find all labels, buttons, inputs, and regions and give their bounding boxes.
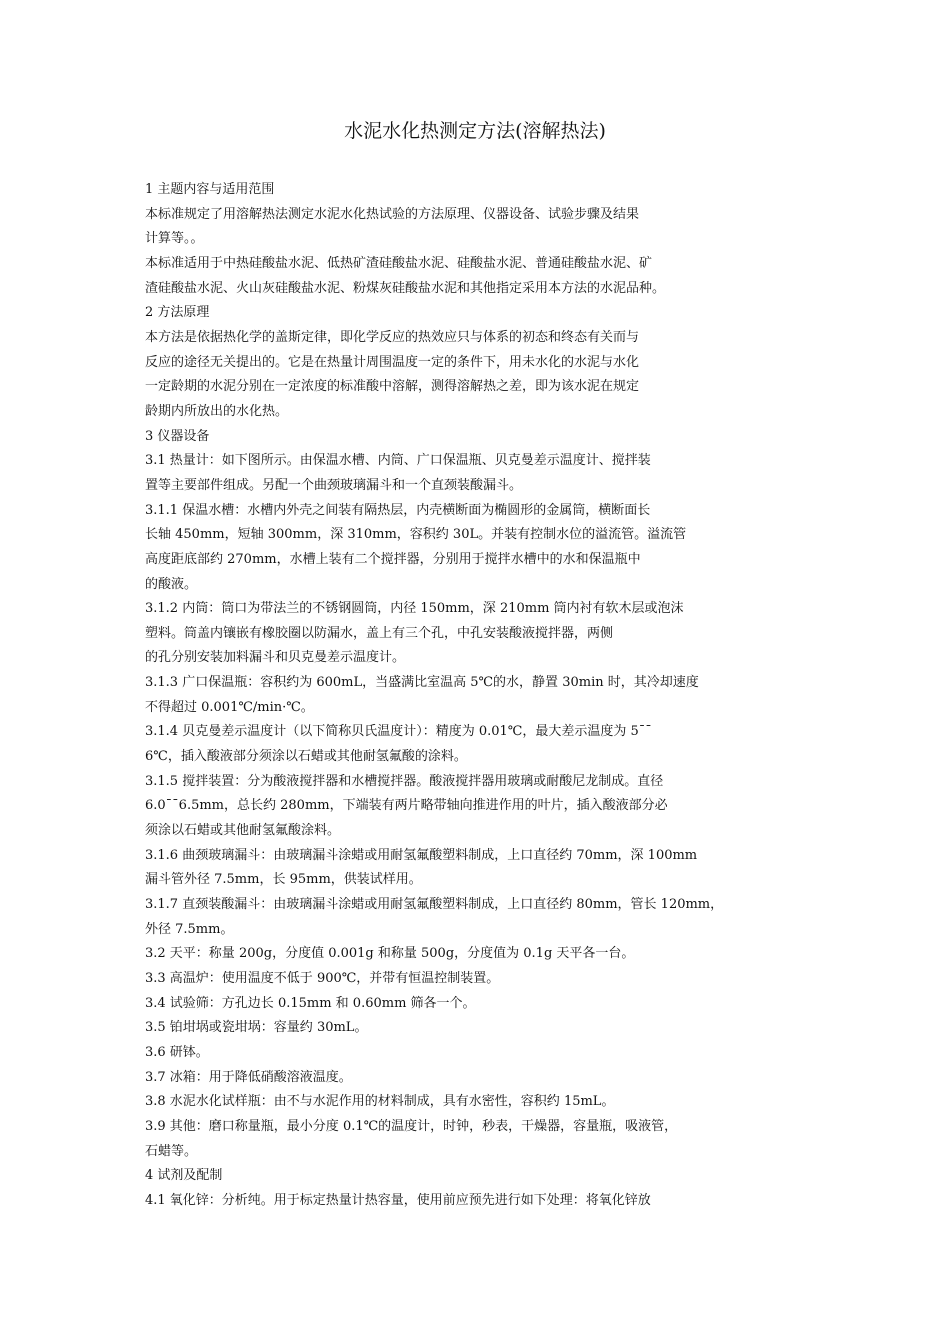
text-line: 3.1.5 搅拌装置：分为酸液搅拌器和水槽搅拌器。酸液搅拌器用玻璃或耐酸尼龙制成。直径 [145,773,664,789]
text-line: 3.1.1 保温水槽：水槽内外壳之间装有隔热层，内壳横断面为椭圆形的金属筒，横断面长 [145,502,651,518]
text-line: 1 主题内容与适用范围 [145,182,275,197]
text-line: 2 方法原理 [145,305,210,321]
text-line: 长轴 450mm，短轴 300mm，深 310mm，容积约 30L。并装有控制水位的溢流管。溢流管 [145,527,687,543]
text-line: 3.1.2 内筒：筒口为带法兰的不锈钢圆筒，内径 150mm，深 210mm 筒内衬有软木层或泡沫 [145,601,684,617]
text-line: 6.0¯¯6.5mm，总长约 280mm，下端装有两片略带轴向推进作用的叶片，插入酸液部分必 [145,798,668,814]
text-line: 本标准规定了用溶解热法测定水泥水化热试验的方法原理、仪器设备、试验步骤及结果 [145,206,640,222]
text-line: 置等主要部件组成。另配一个曲颈玻璃漏斗和一个直颈装酸漏斗。 [145,477,523,493]
text-line: 3.8 水泥水化试样瓶：由不与水泥作用的材料制成，具有水密性，容积约 15mL。 [145,1094,615,1110]
text-line: 3.2 天平：称量 200g，分度值 0.001g 和称量 500g，分度值为 0.1g 天平各一台。 [145,946,635,962]
text-line: 3.1.6 曲颈玻璃漏斗：由玻璃漏斗涂蜡或用耐氢氟酸塑料制成，上口直径约 70mm，深 100mm [145,847,698,863]
document-body [145,178,825,1214]
text-line: 3 仪器设备 [145,428,210,444]
text-line: 3.1.3 广口保温瓶：容积约为 600mL，当盛满比室温高 5℃的水，静置 30min 时，其冷却速度 [145,675,699,691]
text-line: 3.5 铂坩埚或瓷坩埚：容量约 30mL。 [145,1020,368,1036]
text-line: 3.9 其他：磨口称量瓶，最小分度 0.1℃的温度计，时钟，秒表，干燥器，容量瓶，吸液管， [145,1118,678,1134]
text-line: 高度距底部约 270mm，水槽上装有二个搅拌器，分别用于搅拌水槽中的水和保温瓶中 [145,551,641,567]
text-line: 塑料。筒盖内镶嵌有橡胶圈以防漏水，盖上有三个孔，中孔安装酸液搅拌器，两侧 [145,625,614,641]
document-title: 水泥水化热测定方法(溶解热法) [344,120,606,142]
text-line: 漏斗管外径 7.5mm，长 95mm，供装试样用。 [145,872,422,888]
text-line: 3.1.7 直颈装酸漏斗：由玻璃漏斗涂蜡或用耐氢氟酸塑料制成，上口直径约 80mm，管长 120mm， [145,897,724,913]
text-line: 的酸液。 [145,576,198,592]
text-line: 渣硅酸盐水泥、火山灰硅酸盐水泥、粉煤灰硅酸盐水泥和其他指定采用本方法的水泥品种。 [145,280,666,296]
text-line: 3.1 热量计：如下图所示。由保温水槽、内筒、广口保温瓶、贝克曼差示温度计、搅拌装 [145,453,651,469]
text-line: 4 试剂及配制 [145,1168,223,1184]
text-line: 本方法是依据热化学的盖斯定律，即化学反应的热效应只与体系的初态和终态有关而与 [145,329,640,345]
text-line: 6℃，插入酸液部分须涂以石蜡或其他耐氢氟酸的涂料。 [145,749,467,765]
text-line: 3.1.4 贝克曼差示温度计（以下简称贝氏温度计）：精度为 0.01℃，最大差示温度为 5¯¯ [145,724,652,740]
text-line: 本标准适用于中热硅酸盐水泥、低热矿渣硅酸盐水泥、硅酸盐水泥、普通硅酸盐水泥、矿 [145,255,653,271]
text-line: 一定龄期的水泥分别在一定浓度的标准酸中溶解，测得溶解热之差，即为该水泥在规定 [145,379,640,395]
text-line: 计算等。。 [145,231,204,247]
text-line: 龄期内所放出的水化热。 [145,403,289,419]
text-line: 3.3 高温炉：使用温度不低于 900℃，并带有恒温控制装置。 [145,971,500,986]
text-line: 4.1 氧化锌：分析纯。用于标定热量计热容量，使用前应预先进行如下处理：将氧化锌放 [145,1192,651,1208]
text-line: 须涂以石蜡或其他耐氢氟酸涂料。 [145,823,341,839]
text-line: 石蜡等。 [145,1143,198,1159]
text-line: 反应的途径无关提出的。它是在热量计周围温度一定的条件下，用未水化的水泥与水化 [145,354,640,370]
text-line: 3.6 研钵。 [145,1044,209,1060]
text-line: 3.7 冰箱：用于降低硝酸溶液温度。 [145,1069,352,1085]
text-line: 外径 7.5mm。 [145,921,234,937]
text-line: 3.4 试验筛：方孔边长 0.15mm 和 0.60mm 筛各一个。 [145,995,476,1011]
text-line: 的孔分别安装加料漏斗和贝克曼差示温度计。 [145,650,406,666]
text-line: 不得超过 0.001℃/min·℃。 [145,699,314,715]
